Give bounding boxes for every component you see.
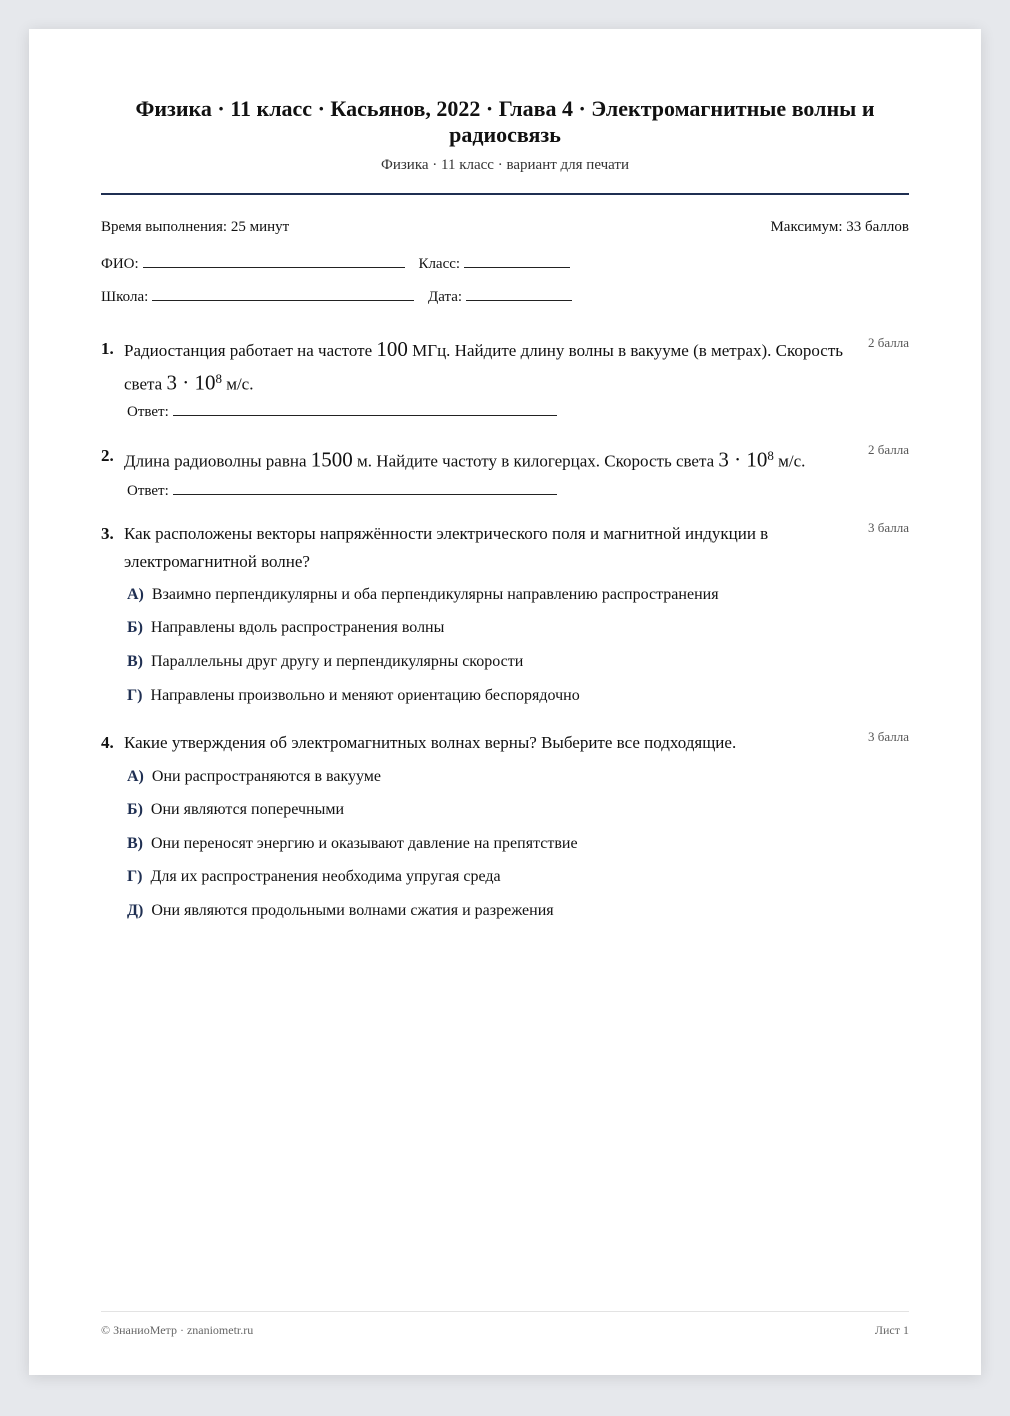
option-letter: Б) <box>127 619 143 636</box>
meta-fio-row <box>101 253 909 273</box>
question-text-part: Длина радиоволны равна <box>124 451 311 471</box>
math-value: 3 · 10 <box>166 370 216 395</box>
page-title: Физика · 11 класс · Касьянов, 2022 · Глава 4 · Электромагнитные волны и радиосвязь <box>135 96 875 147</box>
class-label: Класс: <box>418 256 461 272</box>
date-label: Дата: <box>428 289 463 305</box>
option-letter: А) <box>127 768 144 785</box>
school-field[interactable] <box>101 286 414 306</box>
option-a[interactable] <box>127 586 719 604</box>
option-c[interactable] <box>127 653 523 671</box>
option-text: Взаимно перпендикулярны и оба перпендикулярны направлению распространения <box>151 586 719 603</box>
school-label: Школа: <box>101 289 149 305</box>
question-text-part: м/с. <box>221 374 254 394</box>
meta-school-row <box>101 286 909 306</box>
math-exponent: 8 <box>767 448 774 463</box>
math-value: 1500 <box>310 447 353 472</box>
question-number: 4. <box>101 733 114 752</box>
question-text-part: МГц. Найдите длину волны в вакууме (в метрах). Скорость света <box>124 341 844 394</box>
answer-label: Ответ: <box>127 404 169 420</box>
math-value: 3 · 10 <box>718 447 768 472</box>
option-text: Они являются продольными волнами сжатия и разрежения <box>151 902 554 919</box>
question-number: 3. <box>101 524 114 543</box>
fio-input-line[interactable] <box>143 253 405 268</box>
question-number: 1. <box>101 339 114 358</box>
meta-time-row <box>101 219 909 236</box>
question-text-part: м/с. <box>773 451 806 471</box>
question-points: 3 балла <box>868 520 909 535</box>
question-points: 3 балла <box>868 729 909 744</box>
answer-field-1[interactable] <box>127 401 557 421</box>
math-exponent: 8 <box>215 371 222 386</box>
class-input-line[interactable] <box>464 253 570 268</box>
footer-copyright: © ЗнаниоМетр · znaniometr.ru <box>101 1323 254 1337</box>
question-text-part: Радиостанция работает на частоте <box>124 341 377 360</box>
header-divider <box>101 193 909 195</box>
question-points: 2 балла <box>868 442 909 457</box>
time-limit: Время выполнения: 25 минут <box>101 219 290 235</box>
option-letter: В) <box>127 653 143 670</box>
fio-field[interactable] <box>101 253 405 273</box>
answer-input-line[interactable] <box>173 401 557 416</box>
question-text: Какие утверждения об электромагнитных волнах верны? Выберите все подходящие. <box>124 733 737 752</box>
class-field[interactable] <box>418 253 570 273</box>
option-d[interactable] <box>127 868 501 886</box>
option-text: Они распространяются в вакууме <box>151 768 381 785</box>
option-letter: Г) <box>127 868 143 885</box>
answer-input-line[interactable] <box>173 480 557 495</box>
page-subtitle: Физика · 11 класс · вариант для печати <box>380 157 629 173</box>
option-letter: Д) <box>127 902 144 919</box>
option-text: Они переносят энергию и оказывают давление на препятствие <box>151 835 578 852</box>
school-input-line[interactable] <box>152 286 414 301</box>
option-text: Направлены произвольно и меняют ориентацию беспорядочно <box>150 687 580 704</box>
fio-label: ФИО: <box>101 256 139 272</box>
question-text-part: м. Найдите частоту в килогерцах. Скорость света <box>352 451 719 471</box>
option-e[interactable] <box>127 902 554 920</box>
option-b[interactable] <box>127 801 344 819</box>
question-text <box>124 335 849 399</box>
option-text: Направлены вдоль распространения волны <box>150 619 445 636</box>
option-a[interactable] <box>127 768 381 786</box>
option-c[interactable] <box>127 835 578 853</box>
max-score: Максимум: 33 баллов <box>770 219 909 235</box>
option-letter: Г) <box>127 687 143 704</box>
question-text: Как расположены векторы напряжённости электрического поля и магнитной индукции в электромагнитной волне? <box>124 524 769 571</box>
question-points: 2 балла <box>868 335 909 350</box>
footer-sheet-number: Лист 1 <box>874 1323 909 1337</box>
math-value: 100 <box>376 337 408 361</box>
option-b[interactable] <box>127 619 444 637</box>
option-d[interactable] <box>127 687 580 705</box>
option-text: Они являются поперечными <box>150 801 344 818</box>
page-content <box>101 29 909 1375</box>
question-number: 2. <box>101 446 114 465</box>
footer-divider <box>101 1311 909 1312</box>
option-letter: А) <box>127 586 144 603</box>
date-field[interactable] <box>428 286 572 306</box>
question-text <box>124 442 859 476</box>
option-letter: Б) <box>127 801 143 818</box>
worksheet-page <box>29 29 981 1375</box>
date-input-line[interactable] <box>466 286 572 301</box>
answer-label: Ответ: <box>127 483 169 499</box>
answer-field-2[interactable] <box>127 480 557 500</box>
option-letter: В) <box>127 835 143 852</box>
option-text: Параллельны друг другу и перпендикулярны скорости <box>151 653 524 670</box>
option-text: Для их распространения необходима упругая среда <box>150 868 501 885</box>
